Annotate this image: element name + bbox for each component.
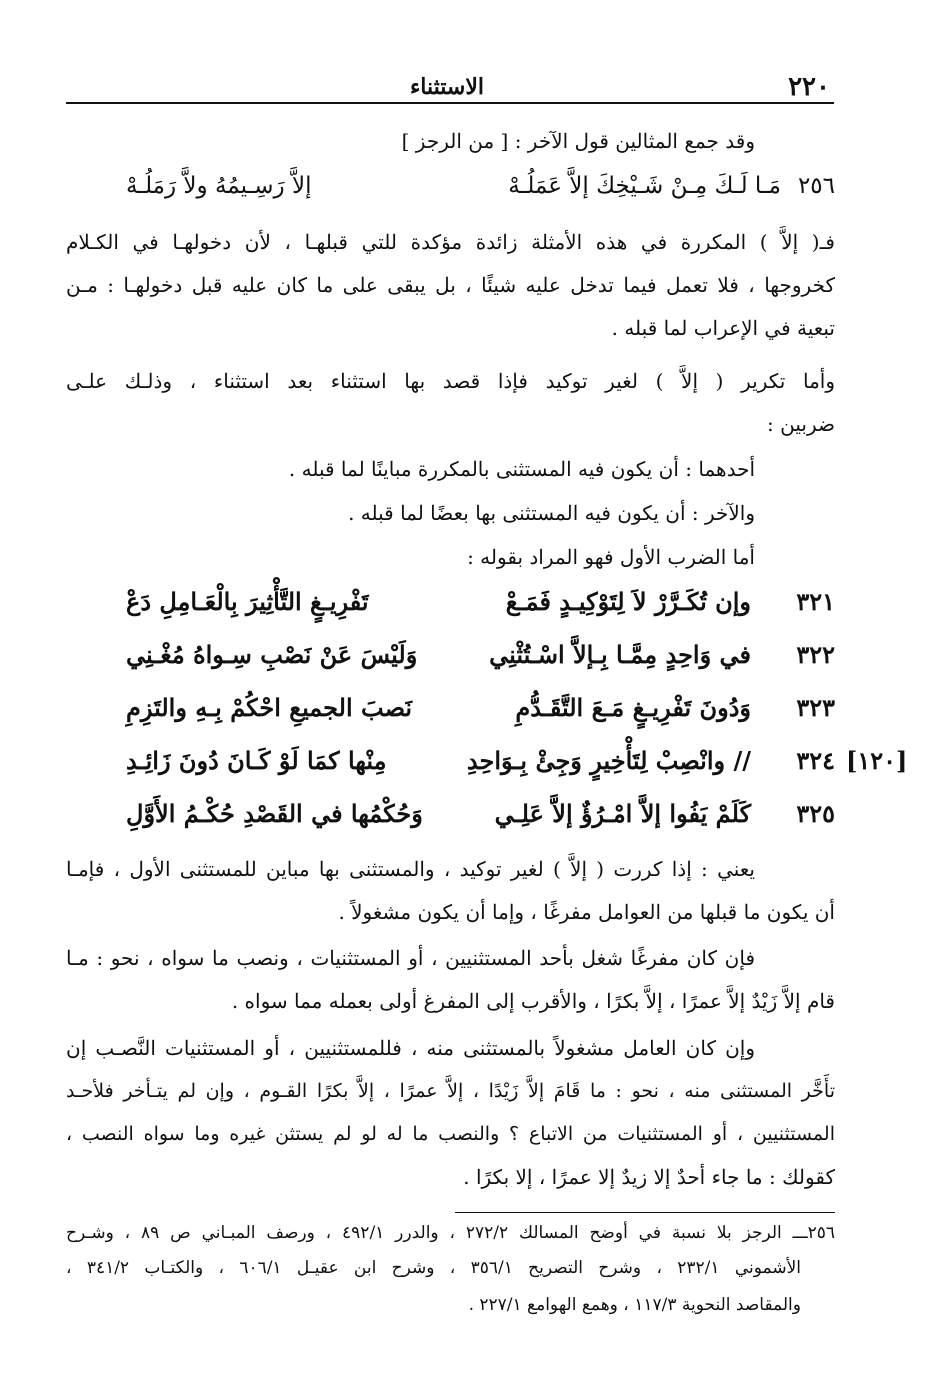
verse-number: ٢٥٦ (797, 173, 835, 199)
verse-number: ٣٢٢ (796, 640, 835, 669)
paragraph-line: وإن كان العامل مشغولاً بالمستثنى منه ، فللمستثنيين ، أو المستثنيات النَّصـب إن (66, 1036, 755, 1060)
list-item: أحدهما : أن يكون فيه المستثنى بالمكررة مباينًا لما قبله . (288, 457, 755, 481)
paragraph-line: يعني : إذا كررت ( إلاَّ ) لغير توكيد ، والمستثنى بها مباين للمستثنى الأول ، فإمـا (66, 857, 755, 881)
footnote-line: ٢٥٦ـــ الرجز بلا نسبة في أوضح المسالك ٢٧٢/٢ ، والدرر ٤٩٢/١ ، ورصف المبـاني ص ٨٩ ، وشـرح (66, 1223, 835, 1243)
verse-hemistich-left: وَلَيْسَ عَنْ نَصْبِ سِـواهُ مُغْـنِي (126, 640, 418, 669)
footnote-line: الأشموني ٢٣٢/١ ، وشرح التصريح ٣٥٦/١ ، وشرح ابن عقيـل ٦٠٦/١ ، والكتـاب ٣٤١/٢ ، (66, 1258, 802, 1278)
paragraph-line: تأَخَّر المستثنى منه ، نحو : ما قَامَ إلاَّ زَيْدًا ، إلاَّ عمرًا ، إلاَّ بكرًا القـوم ، وإن لم يتـأخر فلأحـد (66, 1080, 835, 1102)
margin-reference: [١٢٠] (846, 746, 908, 775)
verse-number: ٣٢١ (796, 587, 835, 616)
verse-hemistich-right: // وانْصِبْ لِتَأْخِيرٍ وَجِئْ بِـوَاحِدِ (466, 746, 751, 775)
footnote-line: والمقاصد النحوية ١١٧/٣ ، وهمع الهوامع ٢٢٧/١ . (468, 1295, 801, 1315)
page-header (66, 70, 834, 104)
verse-hemistich-right: وإن تُكَـرَّرْ لاَ لِتَوْكِيـدٍ فَمَـعْ (505, 587, 751, 616)
page-number: ٢٢٠ (788, 72, 830, 102)
paragraph-line: المستثنيين ، أو المستثنيات من الاتباع ؟ والنصب ما له لو لم يستثن غيره وما سواه النصب ، (66, 1123, 835, 1145)
paragraph-line: فـ( إلاَّ ) المكررة في هذه الأمثلة زائدة مؤكدة للتي قبلهـا ، لأن دخولهـا في الكـلام (66, 230, 835, 254)
paragraph-line: فإن كان مفرغًا شغل بأحد المستثنيين ، أو المستثنيات ، ونصب ما سواه ، نحو : مـا (66, 946, 755, 970)
list-item: أما الضرب الأول فهو المراد بقوله : (467, 545, 755, 569)
verse-number: ٣٢٣ (796, 693, 835, 722)
page-title: الاستثناء (409, 74, 484, 100)
verse-hemistich-right: كَلَمْ يَفُوا إلاَّ امْـرُؤٌ إلاَّ عَلِـي (494, 799, 751, 828)
verse-number: ٣٢٤ (796, 746, 835, 775)
paragraph-line: وأما تكرير ( إلاَّ ) لغير توكيد فإذا قصد بها استثناء بعد استثناء ، وذلـك علـى (66, 369, 835, 393)
paragraph-line: كقولك : ما جاء أحدٌ إلا زيدٌ إلا عمرًا ، إلا بكرًا . (463, 1165, 835, 1189)
paragraph-line: تبعية في الإعراب لما قبله . (611, 316, 835, 340)
intro-line: وقد جمع المثالين قول الآخر : [ من الرجز ] (401, 129, 755, 153)
verse-hemistich-right: في وَاحِدٍ مِمَّـا بِـإلاَّ اسْـتُثْنِي (489, 640, 751, 669)
paragraph-line: قام إلاَّ زَيْدٌ إلاَّ عمرًا ، إلاَّ بكرًا ، والأقرب إلى المفرغ أولى بعمله مما سواه . (231, 989, 835, 1013)
verse-hemistich-left: تَفْرِيـغٍ التَّأْثِيرَ بِالْعَـامِلِ دَعْ (126, 587, 369, 616)
verse-hemistich-left: إلاَّ رَسِـيمُهُ ولاَّ رَمَلُـهْ (126, 173, 312, 199)
paragraph-line: ضربين : (767, 412, 835, 436)
paragraph-line: أن يكون ما قبلها من العوامل مفرغًا ، وإما أن يكون مشغولاً . (338, 900, 835, 924)
verse-hemistich-right: وَدُونَ تَفْرِيـغٍ مَـعَ التَّقَـدُّمِ (515, 693, 751, 722)
header-rule (66, 102, 834, 104)
verse-hemistich-left: مِنْها كمَا لَوْ كَـانَ دُونَ زَائِـدِ (126, 746, 387, 775)
verse-number: ٣٢٥ (796, 799, 835, 828)
verse-hemistich-right: مَـا لَـكَ مِـنْ شَـيْخِكَ إلاَّ عَمَلُـهْ (508, 173, 781, 199)
paragraph-line: كخروجها ، فلا تعمل فيما تدخل عليه شيئًا ، بل يبقى على ما كان عليه قبل دخولهـا : مـن (66, 273, 835, 297)
list-item: والآخر : أن يكون فيه المستثنى بها بعضًا لما قبله . (348, 501, 755, 525)
verse-hemistich-left: وَحُكْمُها في القَصْدِ حُكْـمُ الأَوَّلِ (126, 799, 423, 828)
verse-hemistich-left: نَصبَ الجميعِ احْكُمْ بِـهِ والتَزِمِ (126, 693, 413, 722)
footnote-rule (455, 1212, 835, 1213)
